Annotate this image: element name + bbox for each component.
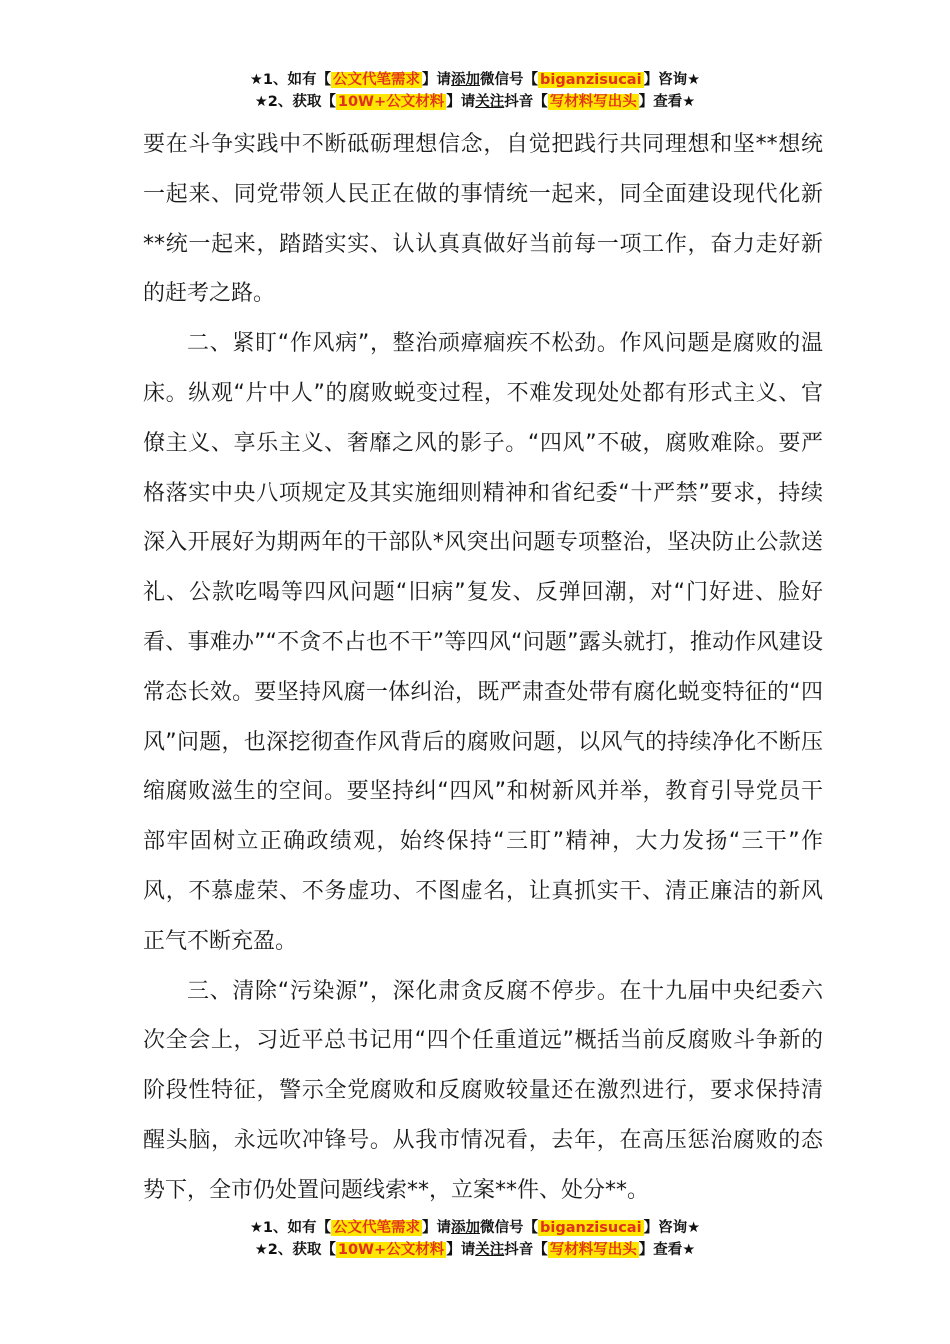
promo-underlined-text: 添加 — [451, 1220, 481, 1236]
header-promo-banner — [0, 70, 950, 114]
promo-text: 】请 — [446, 1242, 476, 1258]
paragraph-section-2: 二、紧盯“作风病”，整治顽瘴痼疾不松劲。作风问题是腐败的温床。纵观“片中人”的腐败蜕变过程，不难发现处处都有形式主义、官僚主义、享乐主义、奢靡之风的影子。“四风”不破，腐败难除。要严格落实中央八项规定及其实施细则精神和省纪委“十严禁”要求，持续深入开展好为期两年的干部队*风突出问题专项整治，坚决防止公款送礼、公款吃喝等四风问题“旧病”复发、反弹回潮，对“门好进、脸好看、事难办”“不贪不占也不干”等四风“问题”露头就打，推动作风建设常态长效。要坚持风腐一体纠治，既严肃查处带有腐化蜕变特征的“四风”问题，也深挖彻查作风背后的腐败问题，以风气的持续净化不断压缩腐败滋生的空间。要坚持纠“四风”和树新风并举，教育引导党员干部牢固树立正确政绩观，始终保持“三盯”精神，大力发扬“三干”作风，不慕虚荣、不务虚功、不图虚名，让真抓实干、清正廉洁的新风正气不断充盈。 — [143, 331, 823, 954]
promo-highlight: 10W+公文材料 — [337, 94, 445, 110]
promo-text: 】请 — [422, 72, 452, 88]
paragraph-section-3: 三、清除“污染源”，深化肃贪反腐不停步。在十九届中央纪委六次全会上，习近平总书记用“四个任重道远”概括当前反腐败斗争新的阶段性特征，警示全党腐败和反腐败较量还在激烈进行，要求保持清醒头脑，永远吹冲锋号。从我市情况看，去年，在高压惩治腐败的态势下，全市仍处置问题线索**，立案**件、处分**。 — [143, 978, 823, 1203]
footer-promo-banner — [0, 1218, 950, 1262]
promo-highlight: biganzisucai — [540, 72, 642, 88]
promo-highlight: 公文代笔需求 — [333, 72, 421, 88]
promo-text: 】咨询★ — [643, 72, 701, 88]
promo-text: 微信号【 — [480, 72, 539, 88]
promo-underlined-text: 关注 — [475, 94, 505, 110]
promo-highlight: biganzisucai — [540, 1220, 642, 1236]
promo-line-2 — [0, 92, 950, 114]
promo-highlight: 写材料写出头 — [549, 94, 637, 110]
promo-text: 】请 — [446, 94, 476, 110]
promo-text: 抖音【 — [504, 94, 548, 110]
promo-line-1 — [0, 70, 950, 92]
document-body — [143, 120, 823, 1216]
promo-text: ★1、如有【 — [249, 72, 332, 88]
promo-text: 】咨询★ — [643, 1220, 701, 1236]
promo-highlight: 10W+公文材料 — [337, 1242, 445, 1258]
promo-highlight: 公文代笔需求 — [333, 1220, 421, 1236]
promo-text: 】查看★ — [638, 94, 696, 110]
promo-text: 微信号【 — [480, 1220, 539, 1236]
promo-highlight: 写材料写出头 — [549, 1242, 637, 1258]
promo-text: ★2、获取【 — [254, 1242, 336, 1258]
promo-line-2 — [0, 1240, 950, 1262]
promo-text: ★1、如有【 — [249, 1220, 332, 1236]
promo-text: 】查看★ — [638, 1242, 696, 1258]
promo-underlined-text: 关注 — [475, 1242, 505, 1258]
promo-underlined-text: 添加 — [451, 72, 481, 88]
promo-text: 抖音【 — [504, 1242, 548, 1258]
promo-text: 】请 — [422, 1220, 452, 1236]
promo-line-1 — [0, 1218, 950, 1240]
promo-text: ★2、获取【 — [254, 94, 336, 110]
paragraph-continuation: 要在斗争实践中不断砥砺理想信念，自觉把践行共同理想和坚**想统一起来、同党带领人民正在做的事情统一起来，同全面建设现代化新**统一起来，踏踏实实、认认真真做好当前每一项工作，奋力走好新的赶考之路。 — [143, 132, 823, 307]
